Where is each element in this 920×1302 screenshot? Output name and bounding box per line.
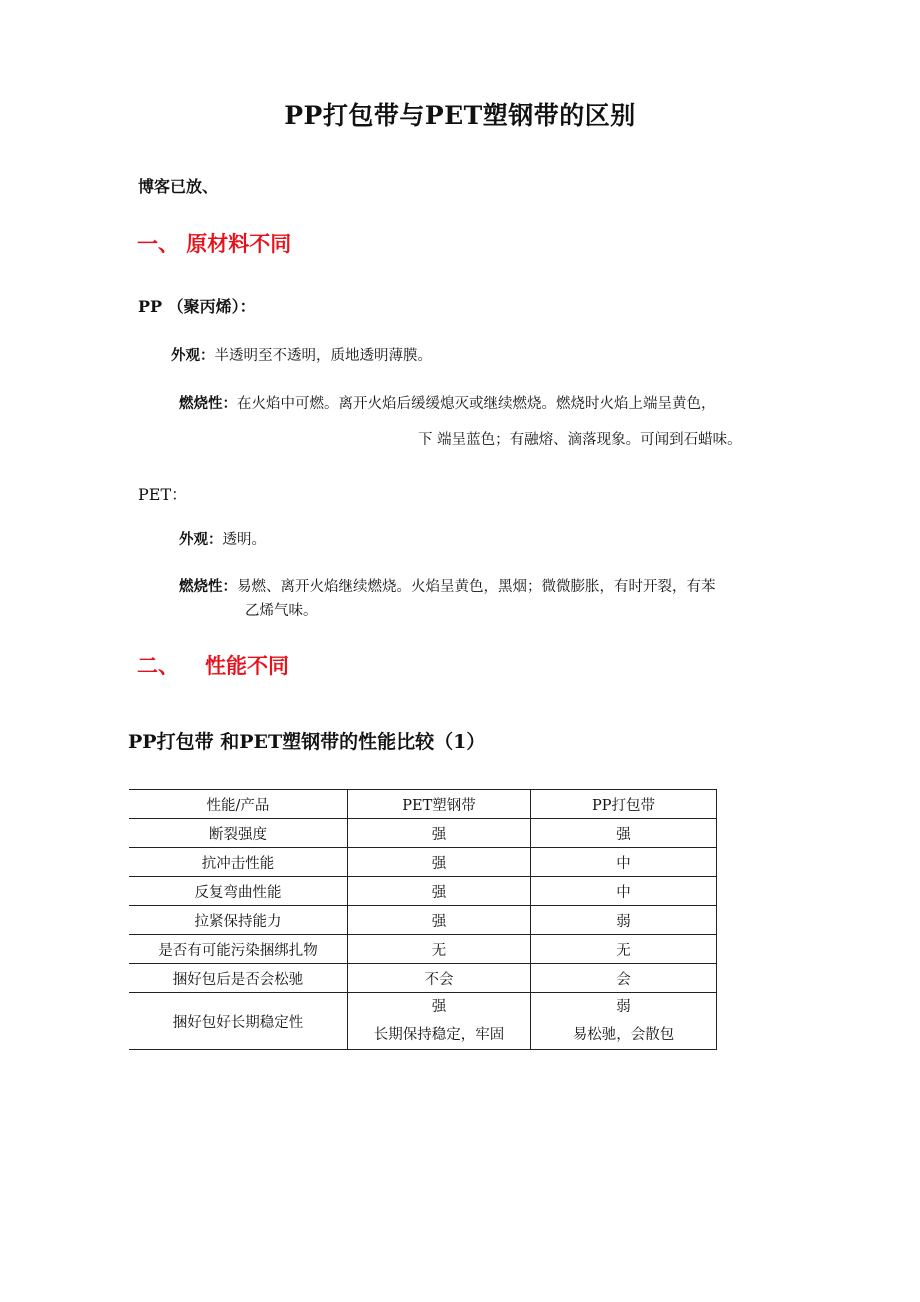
pet-appearance-text: 透明。 — [222, 532, 266, 548]
table-row — [129, 906, 717, 935]
pp-appearance-text: 半透明至不透明，质地透明薄膜。 — [214, 348, 432, 364]
table-cell-property: 反复弯曲性能 — [129, 877, 348, 906]
table-cell-pp: 强 — [531, 819, 717, 848]
section-heading-performance — [137, 650, 289, 680]
table-cell-property: 是否有可能污染捆绑扎物 — [129, 935, 348, 964]
table-header-cell: PET塑钢带 — [348, 790, 531, 819]
pet-burn-line-2: 乙烯气味。 — [245, 603, 318, 619]
table-row — [129, 848, 717, 877]
table-cell-pet: 强 — [348, 848, 531, 877]
table-cell-pp — [531, 993, 717, 1050]
table-cell-property: 抗冲击性能 — [129, 848, 348, 877]
intro-text: 博客已放、 — [138, 177, 219, 196]
pet-appearance-label: 外观： — [179, 531, 223, 548]
table-cell-pet — [348, 993, 531, 1050]
table-cell-pet: 强 — [348, 906, 531, 935]
table-cell-property: 捆好包好长期稳定性 — [129, 993, 348, 1050]
pet-label: PET： — [138, 485, 188, 504]
table-cell-pp-line1: 弱 — [616, 999, 631, 1015]
table-cell-pet: 强 — [348, 877, 531, 906]
pp-burn-line-1 — [179, 392, 716, 413]
table-cell-pp-line2: 易松驰，会散包 — [572, 1027, 675, 1043]
section2-number: 二、 — [137, 654, 179, 678]
table-cell-pet: 强 — [348, 819, 531, 848]
pet-burn-text-1: 易燃、离开火焰继续燃烧。火焰呈黄色，黑烟；微微膨胀，有时开裂，有苯 — [237, 579, 716, 595]
table-row — [129, 819, 717, 848]
pet-burn-label: 燃烧性： — [179, 578, 237, 595]
pet-appearance — [179, 528, 266, 549]
pp-label — [138, 294, 256, 317]
table-cell-property: 拉紧保持能力 — [129, 906, 348, 935]
table-cell-pet: 不会 — [348, 964, 531, 993]
table-caption: PP打包带 和PET塑钢带的性能比较（1） — [128, 731, 486, 753]
pp-appearance-label: 外观： — [171, 347, 215, 364]
pp-burn-line-2: 下 端呈蓝色；有融熔、滴落现象。可闻到石蜡味。 — [418, 432, 742, 448]
comparison-table — [129, 789, 717, 1050]
table-cell-pp: 无 — [531, 935, 717, 964]
pp-burn-label: 燃烧性： — [179, 395, 237, 412]
pet-burn-line-1 — [179, 575, 716, 596]
table-row — [129, 877, 717, 906]
table-cell-pp: 会 — [531, 964, 717, 993]
table-cell-pet-line1: 强 — [431, 999, 447, 1015]
table-cell-pet-line2: 长期保持稳定，牢固 — [373, 1027, 505, 1043]
pp-label-text: PP （聚丙烯）： — [138, 297, 256, 316]
table-header-row — [129, 790, 717, 819]
table-cell-property: 捆好包后是否会松驰 — [129, 964, 348, 993]
pp-appearance — [171, 344, 432, 365]
table-row — [129, 993, 717, 1050]
section2-text: 性能不同 — [205, 654, 289, 678]
table-header-cell: PP打包带 — [531, 790, 717, 819]
table-cell-pp: 中 — [531, 848, 717, 877]
table-row — [129, 964, 717, 993]
table-cell-pp: 弱 — [531, 906, 717, 935]
table-cell-pp: 中 — [531, 877, 717, 906]
table-cell-pet: 无 — [348, 935, 531, 964]
section-heading-raw-materials: 一、 原材料不同 — [137, 232, 292, 256]
table-row — [129, 935, 717, 964]
table-cell-property: 断裂强度 — [129, 819, 348, 848]
document-title: PP打包带与PET塑钢带的区别 — [284, 101, 636, 130]
pp-burn-text-1: 在火焰中可燃。离开火焰后缓缓熄灭或继续燃烧。燃烧时火焰上端呈黄色， — [237, 396, 716, 412]
table-header-cell: 性能/产品 — [129, 790, 348, 819]
